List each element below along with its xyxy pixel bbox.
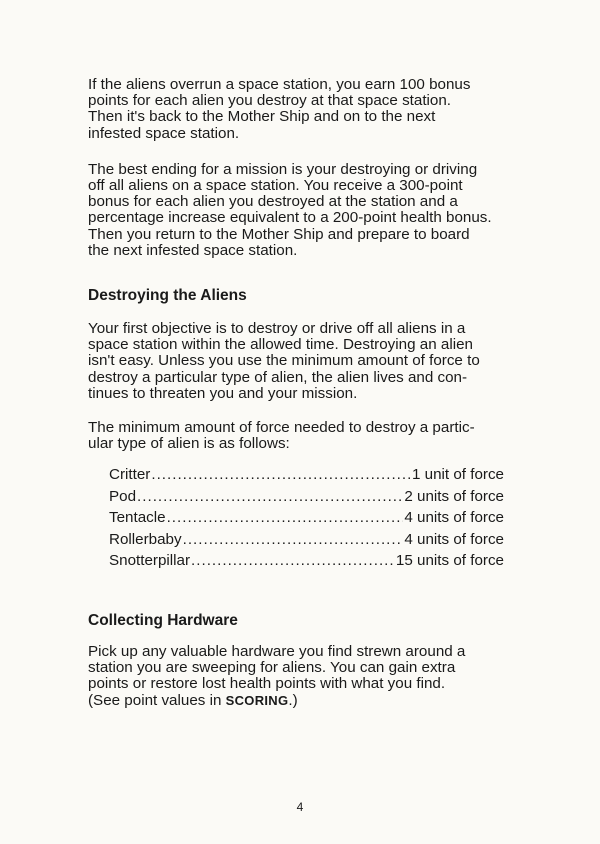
text-line: infested space station. bbox=[88, 124, 240, 142]
dot-leader bbox=[191, 550, 395, 572]
text-line: The minimum amount of force needed to destroy a partic- bbox=[88, 419, 475, 437]
alien-name: Snotterpillar bbox=[109, 552, 191, 570]
text-line-suffix: .) bbox=[288, 691, 298, 709]
text-line: station you are sweeping for aliens. You can gain extra bbox=[88, 659, 456, 677]
paragraph-overrun bbox=[88, 77, 518, 142]
text-line: Your first objective is to destroy or drive off all aliens in a bbox=[88, 320, 466, 338]
text-line: destroy a particular type of alien, the alien lives and con- bbox=[88, 368, 468, 386]
text-line: space station within the allowed time. Destroying an alien bbox=[88, 336, 473, 354]
alien-name: Pod bbox=[109, 487, 137, 505]
dot-leader bbox=[137, 486, 403, 508]
scoring-reference: SCORING bbox=[225, 692, 289, 708]
heading-destroying-aliens: Destroying the Aliens bbox=[88, 287, 247, 305]
force-value: 4 units of force bbox=[404, 509, 504, 527]
text-line: bonus for each alien you destroyed at the station and a bbox=[88, 193, 458, 211]
force-row-critter bbox=[109, 464, 504, 486]
text-line: points or restore lost health points with what you find. bbox=[88, 675, 446, 693]
force-value: 1 unit of force bbox=[411, 466, 504, 484]
paragraph-objective bbox=[88, 321, 518, 402]
force-value: 4 units of force bbox=[404, 530, 504, 548]
alien-name: Tentacle bbox=[109, 509, 166, 527]
dot-leader bbox=[167, 507, 404, 529]
text-line: percentage increase equivalent to a 200-point health bonus. bbox=[88, 209, 492, 227]
text-line: points for each alien you destroy at that space station. bbox=[88, 92, 452, 110]
manual-page bbox=[88, 77, 518, 709]
dot-leader bbox=[151, 464, 411, 486]
force-row-tentacle bbox=[109, 507, 504, 529]
force-row-snotterpillar bbox=[109, 550, 504, 572]
heading-collecting-hardware: Collecting Hardware bbox=[88, 611, 238, 629]
text-line: Then it's back to the Mother Ship and on to the next bbox=[88, 108, 436, 126]
text-line-prefix: (See point values in bbox=[88, 691, 226, 709]
force-value: 15 units of force bbox=[395, 552, 504, 570]
page-number: 4 bbox=[296, 800, 304, 814]
alien-name: Rollerbaby bbox=[109, 530, 182, 548]
text-line: off all aliens on a space station. You receive a 300-point bbox=[88, 177, 463, 195]
text-line: tinues to threaten you and your mission. bbox=[88, 384, 358, 402]
force-row-pod bbox=[109, 486, 504, 508]
force-value: 2 units of force bbox=[404, 487, 504, 505]
text-line: The best ending for a mission is your destroying or driving bbox=[88, 160, 478, 178]
text-line: ular type of alien is as follows: bbox=[88, 435, 290, 453]
text-line: Pick up any valuable hardware you find strewn around a bbox=[88, 642, 466, 660]
alien-name: Critter bbox=[109, 466, 151, 484]
paragraph-minimum-force bbox=[88, 420, 518, 452]
force-table bbox=[109, 464, 504, 572]
text-line: Then you return to the Mother Ship and prepare to board bbox=[88, 225, 470, 243]
paragraph-hardware bbox=[88, 644, 518, 709]
text-line: the next infested space station. bbox=[88, 241, 298, 259]
dot-leader bbox=[183, 529, 404, 551]
text-line: isn't easy. Unless you use the minimum amount of force to bbox=[88, 352, 480, 370]
force-row-rollerbaby bbox=[109, 529, 504, 551]
text-line: If the aliens overrun a space station, you earn 100 bonus bbox=[88, 76, 471, 93]
paragraph-best-ending bbox=[88, 162, 518, 259]
